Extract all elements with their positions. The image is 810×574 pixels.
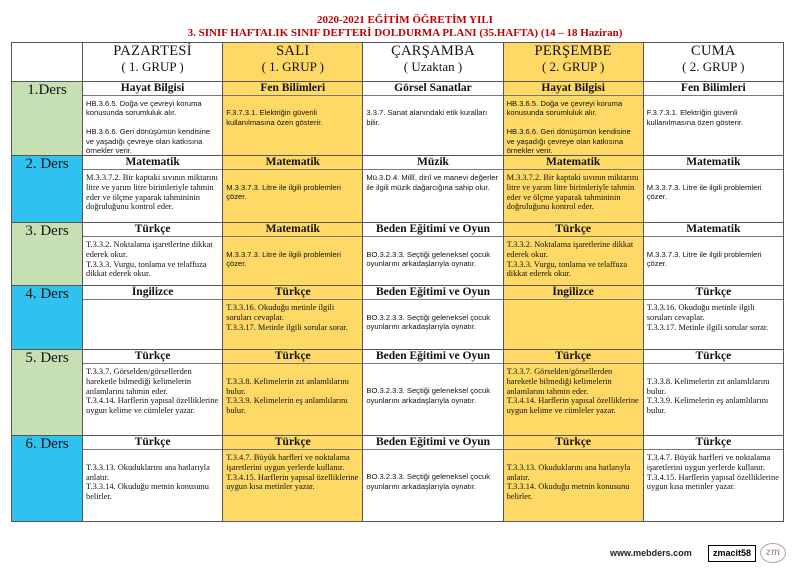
lesson-row — [12, 286, 784, 350]
lesson-cell: Türkçe T.3.3.7. Görselden/görsellerden hareketle bilmediği kelimelerin anlamlarını tahmin eder. T.3.4.14. Harflerin yapısal özelliklerine uygun kelime ve cümleler yazar. — [83, 350, 223, 436]
lesson-cell: Türkçe T.3.3.2. Noktalama işaretlerine dikkat ederek okur. T.3.3.3. Vurgu, tonlama ve telaffuza dikkat ederek okur. — [503, 223, 643, 286]
lesson-cell: Beden Eğitimi ve Oyun BO.3.2.3.3. Seçtiği geleneksel çocuk oyunlarını arkadaşlarıyla oynatır. — [363, 350, 503, 436]
lesson-cell: Beden Eğitimi ve Oyun BO.3.2.3.3. Seçtiği geleneksel çocuk oyunlarını arkadaşlarıyla oynatır. — [363, 286, 503, 350]
author-logo-icon: zm — [760, 543, 786, 563]
day-header-monday: PAZARTESİ ( 1. GRUP ) — [83, 43, 223, 82]
lesson-label: 4. Ders — [12, 286, 83, 350]
lesson-cell: Beden Eğitimi ve Oyun BO.3.2.3.3. Seçtiği geleneksel çocuk oyunlarını arkadaşlarıyla oynatır. — [363, 223, 503, 286]
lesson-cell: İngilizce — [503, 286, 643, 350]
day-header-wednesday: ÇARŞAMBA ( Uzaktan ) — [363, 43, 503, 82]
lesson-label: 2. Ders — [12, 156, 83, 223]
day-header-thursday: PERŞEMBE ( 2. GRUP ) — [503, 43, 643, 82]
lesson-cell: Türkçe T.3.3.16. Okuduğu metinle ilgili soruları cevaplar. T.3.3.17. Metinle ilgili sorular sorar. — [223, 286, 363, 350]
lesson-row — [12, 82, 784, 156]
lesson-cell: Fen Bilimleri F.3.7.3.1. Elektriğin güvenli kullanılmasına özen gösterir. — [223, 82, 363, 156]
footer-site-link[interactable]: www.mebders.com — [610, 548, 692, 558]
plan-title-week: 3. SINIF HAFTALIK SINIF DEFTERİ DOLDURMA PLANI (35.HAFTA) (14 – 18 Haziran) — [187, 27, 623, 39]
lesson-cell: Matematik M.3.3.7.3. Litre ile ilgili problemleri çözer. — [643, 223, 783, 286]
day-header-tuesday: SALI ( 1. GRUP ) — [223, 43, 363, 82]
corner-cell — [12, 43, 83, 82]
lesson-cell: Türkçe T.3.3.7. Görselden/görsellerden hareketle bilmediği kelimelerin anlamlarını tahmin eder. T.3.4.14. Harflerin yapısal özelliklerine uygun kelime ve cümleler yazar. — [503, 350, 643, 436]
lesson-cell: Türkçe T.3.3.8. Kelimelerin zıt anlamlılarını bulur. T.3.3.9. Kelimelerin eş anlamlılarını bulur. — [643, 350, 783, 436]
lesson-label: 1.Ders — [12, 82, 83, 156]
lesson-cell: Matematik M.3.3.7.3. Litre ile ilgili problemleri çözer. — [223, 156, 363, 223]
lesson-row — [12, 436, 784, 522]
lesson-cell: Türkçe T.3.3.13. Okuduklarını ana hatlarıyla anlatır. T.3.3.14. Okuduğu metnin konusunu belirler. — [83, 436, 223, 522]
lesson-cell: İngilizce — [83, 286, 223, 350]
lesson-cell: Hayat Bilgisi HB.3.6.5. Doğa ve çevreyi koruma konusunda sorumluluk alır. HB.3.6.6. Geri dönüşümün kendisine ve yaşadığı çevreye olan katkısına örnekler verir. — [83, 82, 223, 156]
lesson-cell: Matematik M.3.3.7.2. Bir kaptaki sıvının miktarını litre ve yarım litre birimleriyle tahmin eder ve ölçme yaparak tahmininin doğruluğunu kontrol eder. — [83, 156, 223, 223]
plan-title-year: 2020-2021 EĞİTİM ÖĞRETİM YILI — [317, 14, 493, 26]
lesson-row — [12, 350, 784, 436]
lesson-row — [12, 156, 784, 223]
lesson-cell: Matematik M.3.3.7.3. Litre ile ilgili problemleri çözer. — [223, 223, 363, 286]
header-row — [12, 43, 784, 82]
lesson-cell: Beden Eğitimi ve Oyun BO.3.2.3.3. Seçtiği geleneksel çocuk oyunlarını arkadaşlarıyla oynatır. — [363, 436, 503, 522]
day-header-friday: CUMA ( 2. GRUP ) — [643, 43, 783, 82]
lesson-cell: Türkçe T.3.3.2. Noktalama işaretlerine dikkat ederek okur. T.3.3.3. Vurgu, tonlama ve telaffuza dikkat ederek okur. — [83, 223, 223, 286]
lesson-cell: Hayat Bilgisi HB.3.6.5. Doğa ve çevreyi koruma konusunda sorumluluk alır. HB.3.6.6. Geri dönüşümün kendisine ve yaşadığı çevreye olan katkısına örnekler verir. — [503, 82, 643, 156]
lesson-row — [12, 223, 784, 286]
lesson-cell: Türkçe T.3.4.7. Büyük harfleri ve noktalama işaretlerini uygun yerlerde kullanır. T.3.4.15. Harflerin yapısal özelliklerine uygun kısa metinler yazar. — [223, 436, 363, 522]
lesson-cell: Türkçe T.3.3.16. Okuduğu metinle ilgili soruları cevaplar. T.3.3.17. Metinle ilgili sorular sorar. — [643, 286, 783, 350]
weekly-plan-table — [11, 42, 784, 522]
lesson-cell: Matematik M.3.3.7.2. Bir kaptaki sıvının miktarını litre ve yarım litre birimleriyle tahmin eder ve ölçme yaparak tahmininin doğruluğunu kontrol eder. — [503, 156, 643, 223]
lesson-cell: Müzik Mü.3.D.4. Millî, dinî ve manevi değerler ile ilgili müzik dağarcığına sahip olur. — [363, 156, 503, 223]
lesson-label: 5. Ders — [12, 350, 83, 436]
lesson-cell: Matematik M.3.3.7.3. Litre ile ilgili problemleri çözer. — [643, 156, 783, 223]
lesson-cell: Türkçe T.3.3.13. Okuduklarını ana hatlarıyla anlatır. T.3.3.14. Okuduğu metnin konusunu belirler. — [503, 436, 643, 522]
lesson-cell: Fen Bilimleri F.3.7.3.1. Elektriğin güvenli kullanılmasına özen gösterir. — [643, 82, 783, 156]
lesson-label: 6. Ders — [12, 436, 83, 522]
lesson-cell: Türkçe T.3.3.8. Kelimelerin zıt anlamlılarını bulur. T.3.3.9. Kelimelerin eş anlamlılarını bulur. — [223, 350, 363, 436]
lesson-cell: Türkçe T.3.4.7. Büyük harfleri ve noktalama işaretlerini uygun yerlerde kullanır. T.3.4.15. Harflerin yapısal özelliklerine uygun kısa metinler yazar. — [643, 436, 783, 522]
lesson-label: 3. Ders — [12, 223, 83, 286]
author-badge: zmacit58 — [708, 545, 756, 562]
lesson-cell: Görsel Sanatlar 3.3.7. Sanat alanındaki etik kuralları bilir. — [363, 82, 503, 156]
